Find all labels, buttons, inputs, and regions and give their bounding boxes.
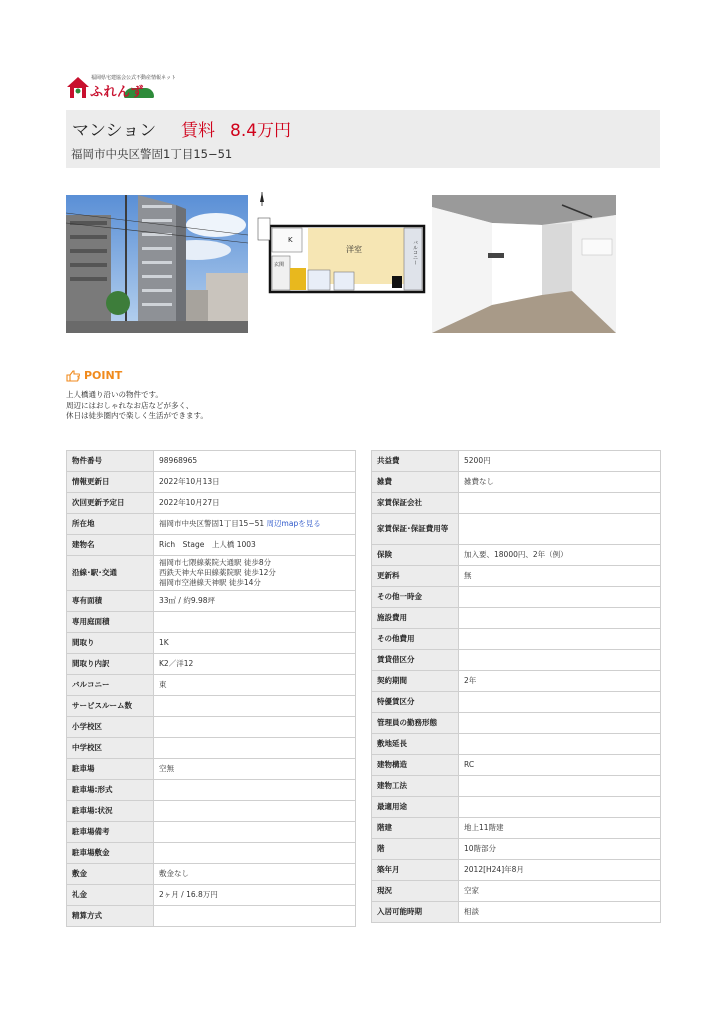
table-row (372, 608, 661, 629)
property-header (66, 110, 660, 168)
row-value (459, 902, 661, 923)
row-label: 所在地 (67, 514, 154, 535)
row-value-text: 福岡市七隈線薬院大通駅 徒歩8分 西鉄天神大牟田線薬院駅 徒歩12分 福岡市空港線天神駅 徒歩14分 (159, 558, 276, 587)
row-value (154, 451, 356, 472)
table-row (372, 451, 661, 472)
table-row (372, 797, 661, 818)
row-value (154, 780, 356, 801)
row-value (154, 864, 356, 885)
row-value (459, 587, 661, 608)
row-label: 小学校区 (67, 717, 154, 738)
row-label: 階建 (372, 818, 459, 839)
row-value (459, 860, 661, 881)
row-value-text: 相談 (464, 907, 479, 916)
row-label: 入居可能時期 (372, 902, 459, 923)
table-row (372, 692, 661, 713)
row-value (459, 734, 661, 755)
row-label: 情報更新日 (67, 472, 154, 493)
point-description (66, 390, 208, 422)
table-row (67, 738, 356, 759)
table-row (372, 881, 661, 902)
floor-plan-drawing (254, 190, 426, 298)
row-label: 次回更新予定日 (67, 493, 154, 514)
row-label: 建物構造 (372, 755, 459, 776)
table-row (67, 801, 356, 822)
table-row (372, 472, 661, 493)
floor-plan[interactable] (254, 190, 426, 298)
table-row (372, 566, 661, 587)
row-value (154, 535, 356, 556)
row-label: 建物名 (67, 535, 154, 556)
row-value-text: 敷金なし (159, 869, 189, 878)
row-value (459, 776, 661, 797)
row-value (154, 556, 356, 591)
row-value (459, 472, 661, 493)
row-label: 契約期間 (372, 671, 459, 692)
table-row (67, 696, 356, 717)
row-value (459, 713, 661, 734)
row-value (154, 801, 356, 822)
row-label: 賃貸借区分 (372, 650, 459, 671)
table-row (67, 822, 356, 843)
row-label: 駐車場:形式 (67, 780, 154, 801)
row-value (459, 881, 661, 902)
row-value (459, 566, 661, 587)
row-value (154, 472, 356, 493)
row-value (459, 608, 661, 629)
table-row (372, 629, 661, 650)
table-row (372, 671, 661, 692)
row-label: 階 (372, 839, 459, 860)
table-row (67, 556, 356, 591)
row-value-text: 98968965 (159, 456, 198, 465)
row-label: その他一時金 (372, 587, 459, 608)
row-label: 間取り (67, 633, 154, 654)
row-label: 駐車場 (67, 759, 154, 780)
table-row (372, 776, 661, 797)
row-label: 家賃保証･保証費用等 (372, 514, 459, 545)
row-value-text: 33㎡ / 約9.98坪 (159, 596, 216, 605)
table-row (67, 885, 356, 906)
building-image (66, 195, 248, 333)
point-line: 上人橋通り沿いの物件です。 (66, 390, 163, 399)
table-row (372, 493, 661, 514)
point-title: POINT (84, 369, 123, 382)
table-row (372, 839, 661, 860)
table-row (67, 843, 356, 864)
row-value-text: 2012[H24]年8月 (464, 865, 524, 874)
table-row (372, 818, 661, 839)
row-label: 建物工法 (372, 776, 459, 797)
table-row (372, 734, 661, 755)
point-line: 周辺にはおしゃれなお店などが多く、 (66, 400, 194, 410)
row-label: 築年月 (372, 860, 459, 881)
row-value (459, 629, 661, 650)
table-row (67, 717, 356, 738)
row-value (154, 493, 356, 514)
table-row (372, 545, 661, 566)
row-label: 最適用途 (372, 797, 459, 818)
table-row (67, 675, 356, 696)
row-value (154, 675, 356, 696)
table-row (67, 535, 356, 556)
logo-brand: ふれんず (90, 85, 145, 100)
table-row (67, 591, 356, 612)
row-value-text: 2022年10月27日 (159, 498, 220, 507)
row-value-text: 雑費なし (464, 477, 494, 486)
row-label: 保険 (372, 545, 459, 566)
header-address: 福岡市中央区警固1丁目15−51 (71, 147, 233, 161)
row-label: 専有面積 (67, 591, 154, 612)
property-spec-table-right (371, 450, 661, 923)
row-value-text: 地上11階建 (464, 823, 504, 832)
row-label: 駐車場:状況 (67, 801, 154, 822)
table-row (67, 472, 356, 493)
house-logo-icon (66, 76, 90, 100)
row-value-text: 2年 (464, 676, 477, 685)
row-value (154, 822, 356, 843)
row-value (459, 514, 661, 545)
row-value (154, 843, 356, 864)
row-value (154, 633, 356, 654)
row-value-text: K2／洋12 (159, 659, 194, 668)
row-label: 共益費 (372, 451, 459, 472)
table-row (372, 650, 661, 671)
row-label: 物件番号 (67, 451, 154, 472)
row-label: 駐車場備考 (67, 822, 154, 843)
row-value (154, 906, 356, 927)
row-value (154, 514, 356, 535)
row-value (154, 759, 356, 780)
row-value (154, 612, 356, 633)
compass-icon (260, 192, 264, 206)
table-row (372, 514, 661, 545)
price-value: 8.4万円 (230, 121, 292, 141)
table-row (372, 713, 661, 734)
site-logo (66, 74, 177, 102)
property-type: マンション (72, 121, 157, 141)
table-row (67, 612, 356, 633)
map-link[interactable]: 周辺mapを見る (266, 519, 321, 528)
row-value-text: 空無 (159, 764, 174, 773)
row-value (459, 839, 661, 860)
row-value (154, 717, 356, 738)
row-label: 特優賃区分 (372, 692, 459, 713)
row-value-text: 10階部分 (464, 844, 497, 853)
row-label: 家賃保証会社 (372, 493, 459, 514)
row-value (459, 797, 661, 818)
row-value-text: 加入要、18000円、2年（例） (464, 550, 568, 559)
row-value (154, 591, 356, 612)
balcony-label: バルコニー (412, 240, 418, 265)
row-value (154, 654, 356, 675)
table-row (67, 654, 356, 675)
row-label: 駐車場敷金 (67, 843, 154, 864)
price-label: 賃料 (181, 121, 215, 141)
row-value-text: 5200円 (464, 456, 491, 465)
row-value (459, 818, 661, 839)
row-value-text: 2ヶ月 / 16.8万円 (159, 890, 218, 899)
row-label: 精算方式 (67, 906, 154, 927)
row-label: 礼金 (67, 885, 154, 906)
room-image (432, 195, 616, 333)
table-row (372, 755, 661, 776)
table-row (67, 633, 356, 654)
property-spec-table-left (66, 450, 356, 927)
row-label: 敷地延長 (372, 734, 459, 755)
entrance-label: 玄関 (274, 262, 285, 268)
row-value (459, 671, 661, 692)
row-value-text: 1K (159, 638, 169, 647)
row-label: 施設費用 (372, 608, 459, 629)
row-value (154, 738, 356, 759)
row-label: 中学校区 (67, 738, 154, 759)
table-row (67, 493, 356, 514)
row-label: 更新料 (372, 566, 459, 587)
row-label: 敷金 (67, 864, 154, 885)
table-row (67, 451, 356, 472)
row-value-text: RC (464, 760, 475, 769)
row-label: 間取り内訳 (67, 654, 154, 675)
logo-tagline: 福岡県宅建協会公式不動産情報ネット (91, 75, 177, 81)
pointing-hand-icon (66, 370, 80, 382)
row-label: 雑費 (372, 472, 459, 493)
row-value (459, 692, 661, 713)
row-value-text: 無 (464, 571, 472, 580)
row-label: バルコニー (67, 675, 154, 696)
building-photo[interactable] (66, 195, 248, 333)
row-value (459, 650, 661, 671)
table-row (372, 860, 661, 881)
row-label: 専用庭面積 (67, 612, 154, 633)
row-value-text: 空家 (464, 886, 479, 895)
row-value (459, 451, 661, 472)
row-value-text: 2022年10月13日 (159, 477, 220, 486)
row-label: その他費用 (372, 629, 459, 650)
row-value-text: 東 (159, 680, 167, 689)
row-value (459, 493, 661, 514)
table-row (372, 587, 661, 608)
kitchen-label: K (288, 236, 293, 244)
table-row (67, 864, 356, 885)
row-value-text: Rich Stage 上人橋 1003 (159, 540, 256, 549)
table-row (67, 780, 356, 801)
table-row (67, 759, 356, 780)
table-row (67, 514, 356, 535)
row-label: 現況 (372, 881, 459, 902)
point-heading (66, 369, 122, 382)
row-value-text: 福岡市中央区警固1丁目15−51 (159, 519, 265, 528)
row-value (459, 545, 661, 566)
row-value (459, 755, 661, 776)
table-row (372, 902, 661, 923)
row-label: サービスルーム数 (67, 696, 154, 717)
row-value (154, 885, 356, 906)
room-photo[interactable] (432, 195, 616, 333)
point-line: 休日は徒歩圏内で楽しく生活ができます。 (66, 411, 208, 420)
room-label: 洋室 (346, 245, 362, 254)
row-value (154, 696, 356, 717)
row-label: 管理員の勤務形態 (372, 713, 459, 734)
table-row (67, 906, 356, 927)
row-label: 沿線･駅･交通 (67, 556, 154, 591)
